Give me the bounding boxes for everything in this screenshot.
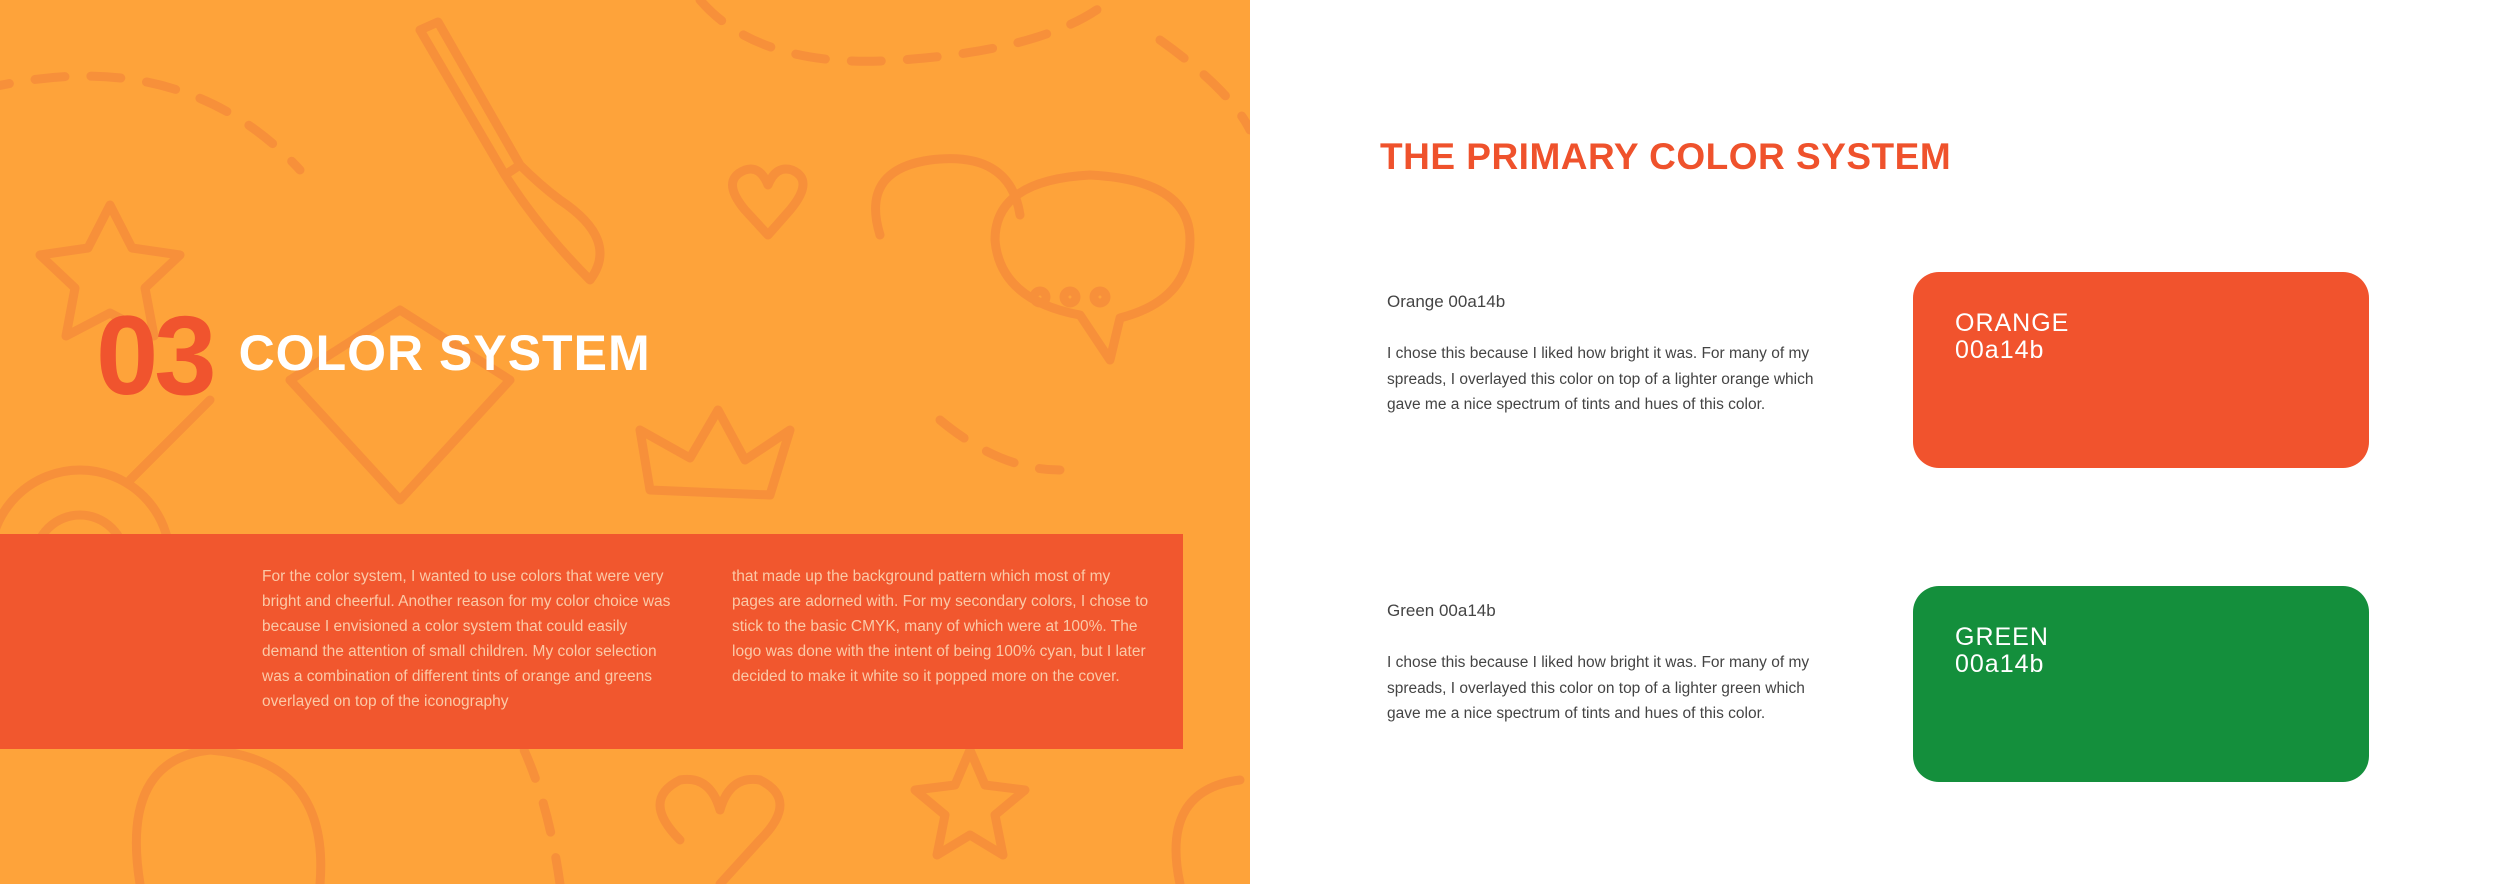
orange-color-card bbox=[1913, 272, 2369, 468]
speech-dot bbox=[1034, 291, 1046, 303]
section-title: COLOR SYSTEM bbox=[238, 325, 651, 381]
section-number: 03 bbox=[96, 293, 213, 418]
orange-color-name: ORANGE bbox=[1955, 309, 2070, 337]
heart-doodle bbox=[733, 169, 804, 235]
orange-swatch-label: Orange 00a14b bbox=[1387, 292, 1506, 311]
green-color-name: GREEN bbox=[1955, 623, 2049, 651]
heart-doodle-bottom bbox=[660, 779, 780, 884]
paintbrush-doodle bbox=[420, 22, 600, 280]
orange-color-card-text bbox=[1955, 310, 2069, 364]
speech-dot bbox=[1094, 291, 1106, 303]
orange-color-code: 00a14b bbox=[1955, 336, 2045, 364]
bottle-doodle bbox=[1176, 780, 1240, 884]
green-swatch-description: I chose this because I liked how bright it was. For many of my spreads, I overlayed this color on top of a lighter green which gave me a nice spectrum of tints and hues of this color. bbox=[1387, 654, 1810, 722]
intro-paragraph-column-2: that made up the background pattern which most of my pages are adorned with. For my secondary colors, I chose to stick to the basic CMYK, many of which were at 100%. The logo was done with the intent of being 100% cyan, but I later decided to make it white so it popped more on the cover. bbox=[732, 568, 1149, 685]
right-page bbox=[1250, 0, 2500, 884]
green-swatch-label: Green 00a14b bbox=[1387, 601, 1496, 620]
speech-dot bbox=[1064, 291, 1076, 303]
crown-doodle bbox=[640, 410, 790, 495]
rounded-shape-doodle bbox=[136, 750, 320, 884]
orange-swatch-description: I chose this because I liked how bright it was. For many of my spreads, I overlayed this color on top of a lighter orange which gave me a nice spectrum of tints and hues of this color. bbox=[1387, 345, 1814, 413]
speech-bubble-doodle bbox=[995, 175, 1190, 360]
section-heading bbox=[96, 293, 651, 418]
green-color-card bbox=[1913, 586, 2369, 782]
intro-text-band bbox=[0, 534, 1183, 749]
page-title: THE PRIMARY COLOR SYSTEM bbox=[1380, 136, 1952, 177]
green-color-code: 00a14b bbox=[1955, 650, 2045, 678]
star-doodle-bottom bbox=[915, 750, 1025, 855]
intro-paragraph-column-1: For the color system, I wanted to use colors that were very bright and cheerful. Another reason for my color choice was because I envisioned a color system that could easily demand the attention of small children. My color selection was a combination of different tints of orange and greens overlayed on top of the iconography bbox=[262, 568, 671, 710]
green-color-card-text bbox=[1955, 624, 2049, 678]
